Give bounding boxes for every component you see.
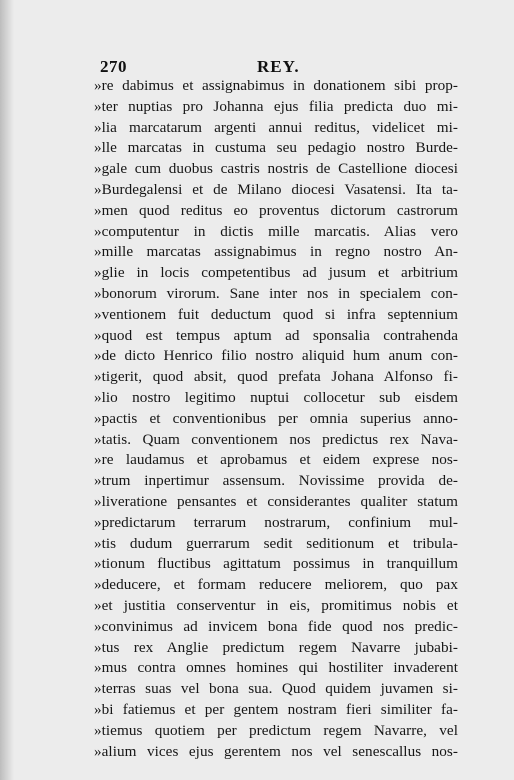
text-line: »ter nuptias pro Johanna ejus filia predicta duo mi-	[94, 97, 458, 115]
running-head: REY.	[257, 57, 300, 76]
text-line: »tus rex Anglie predictum regem Navarre jubabi-	[94, 638, 458, 656]
text-line: »computentur in dictis mille marcatis. Alias vero	[94, 222, 458, 240]
text-line: »Burdegalensi et de Milano diocesi Vasatensi. Ita ta-	[94, 180, 458, 198]
text-line: »bi fatiemus et per gentem nostram fieri similiter fa-	[94, 700, 458, 718]
page-number: 270	[100, 57, 127, 76]
text-line: »lio nostro legitimo nuptui collocetur sub eisdem	[94, 388, 458, 406]
text-line: »liveratione pensantes et considerantes qualiter statum	[94, 492, 458, 510]
text-line: »re laudamus et aprobamus et eidem exprese nos-	[94, 451, 458, 469]
text-line: »terras suas vel bona sua. Quod quidem juvamen si-	[94, 680, 458, 698]
text-line: »tatis. Quam conventionem nos predictus rex Nava-	[94, 430, 458, 448]
text-line: »pactis et conventionibus per omnia superius anno-	[94, 409, 458, 427]
text-line: »predictarum terrarum nostrarum, confinium mul-	[94, 513, 458, 531]
text-line: »re dabimus et assignabimus in donationem sibi prop-	[94, 77, 458, 94]
text-line: »gale cum duobus castris nostris de Castellione diocesi	[94, 160, 458, 178]
text-line: »ventionem fuit deductum quod si infra septennium	[94, 305, 458, 323]
text-line: »bonorum virorum. Sane inter nos in specialem con-	[94, 284, 458, 302]
text-line: »et justitia conserventur in eis, promitimus nobis et	[94, 596, 458, 614]
text-line: »deducere, et formam reducere meliorem, quo pax	[94, 576, 458, 594]
text-line: »lle marcatas in custuma seu pedagio nostro Burde-	[94, 139, 458, 157]
text-line: »tigerit, quod absit, quod prefata Johana Alfonso fi-	[94, 368, 458, 386]
text-line: »mille marcatas assignabimus in regno nostro An-	[94, 243, 458, 261]
text-line: »tiemus quotiem per predictum regem Navarre, vel	[94, 721, 458, 739]
text-line: »convinimus ad invicem bona fide quod nos predic-	[94, 617, 458, 635]
gutter-shadow	[0, 0, 14, 780]
text-line: »lia marcatarum argenti annui reditus, videlicet mi-	[94, 118, 458, 136]
text-line: »trum inpertimur assensum. Novissime provida de-	[94, 472, 458, 490]
text-line: »alium vices ejus gerentem nos vel senescallus nos-	[94, 742, 458, 760]
text-line: »men quod reditus eo proventus dictorum castrorum	[94, 201, 458, 219]
text-line: »mus contra omnes homines qui hostiliter invaderent	[94, 659, 458, 677]
text-line: »glie in locis competentibus ad jusum et arbitrium	[94, 264, 458, 282]
body-text	[94, 76, 458, 762]
text-line: »de dicto Henrico filio nostro aliquid hum anum con-	[94, 347, 458, 365]
text-line: »quod est tempus aptum ad sponsalia contrahenda	[94, 326, 458, 344]
text-line: »tionum fluctibus agittatum possimus in tranquillum	[94, 555, 458, 573]
text-line: »tis dudum guerrarum sedit seditionum et tribula-	[94, 534, 458, 552]
